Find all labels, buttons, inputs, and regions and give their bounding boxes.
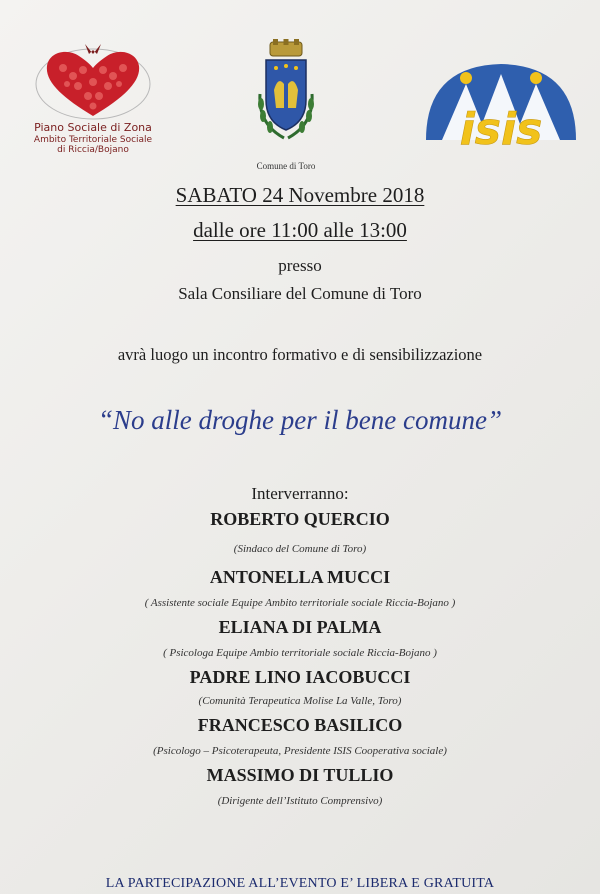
event-title: “No alle droghe per il bene comune” (98, 405, 502, 435)
isis-logo (422, 54, 580, 150)
piano-sociale-area: di Riccia/Bojano (57, 144, 129, 155)
event-intro: avrà luogo un incontro formativo e di sensibilizzazione (117, 345, 483, 364)
coat-of-arms-icon (250, 38, 322, 148)
event-venue: Sala Consiliare del Comune di Toro (178, 284, 422, 303)
speaker-name: ELIANA DI PALMA (218, 617, 382, 637)
speaker-name: FRANCESCO BASILICO (197, 715, 403, 735)
speaker-role: (Dirigente dell’Istituto Comprensivo) (217, 795, 383, 807)
event-presso: presso (278, 256, 322, 275)
piano-sociale-title: Piano Sociale di Zona (34, 121, 152, 134)
speaker-name: ANTONELLA MUCCI (209, 567, 391, 587)
speaker-role: (Sindaco del Comune di Toro) (233, 543, 367, 555)
isis-wordmark: isis (459, 104, 543, 150)
speaker-name: ROBERTO QUERCIO (210, 509, 390, 529)
speaker-name: PADRE LINO IACOBUCCI (189, 667, 411, 687)
speaker-role: (Comunità Terapeutica Molise La Valle, Toro) (198, 695, 402, 707)
event-time: dalle ore 11:00 alle 13:00 (193, 218, 407, 242)
speaker-role: (Psicologo – Psicoterapeuta, Presidente ISIS Cooperativa sociale) (153, 745, 447, 757)
event-date: SABATO 24 Novembre 2018 (175, 183, 425, 207)
comune-toro-logo (240, 38, 332, 171)
logo-header (0, 0, 600, 180)
piano-sociale-logo (18, 40, 168, 155)
pomegranate-heart-icon (33, 40, 153, 120)
speaker-role: ( Psicologa Equipe Ambio territoriale sociale Riccia-Bojano ) (163, 647, 437, 659)
speaker-name: MASSIMO DI TULLIO (206, 765, 394, 785)
isis-figures-icon (422, 54, 580, 150)
participation-footer: LA PARTECIPAZIONE ALL’EVENTO E’ LIBERA E GRATUITA (105, 876, 495, 891)
speaker-role: ( Assistente sociale Equipe Ambito territoriale sociale Riccia-Bojano ) (144, 597, 456, 609)
speakers-label: Interverranno: (251, 484, 349, 503)
piano-sociale-subtitle: Ambito Territoriale Sociale (33, 134, 153, 145)
comune-caption: Comune di Toro (256, 161, 316, 171)
